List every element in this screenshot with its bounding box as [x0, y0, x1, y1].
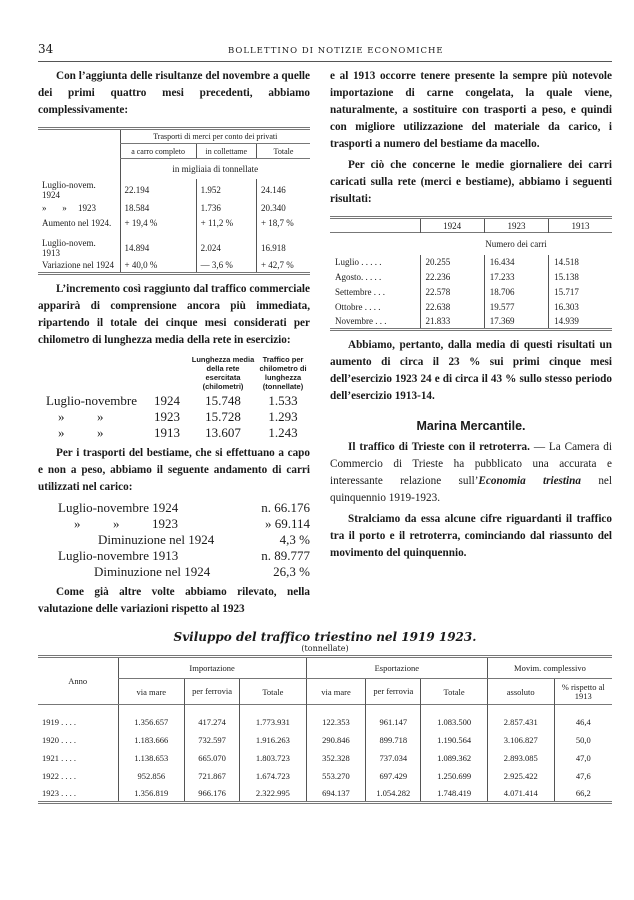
cell: 1.183.666 [118, 731, 185, 749]
list-item [58, 516, 310, 532]
page-number: 34 [38, 42, 54, 56]
cell: 1.736 [196, 201, 256, 216]
cell: + 42,7 % [256, 259, 310, 274]
right-paragraph-3: Abbiamo, pertanto, dalla media di questi risultati un aumento di circa il 23 % sui primi cinque mesi dell’esercizio 1923 24 e di circa il 43 % sullo stesso periodo dell’esercizio 1913-14. [330, 339, 612, 402]
cell: 1.674.723 [240, 767, 307, 785]
cell: + 40,0 % [120, 259, 196, 274]
cell: 1.356.657 [118, 713, 185, 731]
value: 26,3 % [273, 564, 310, 579]
table-row [38, 731, 612, 749]
row-label: Novembre . . . [335, 316, 387, 327]
row-label: » » [58, 425, 104, 440]
subsection-title: Il traffico di Trieste con il retroterra. [348, 441, 530, 453]
running-title: BOLLETTINO DI NOTIZIE ECONOMICHE [228, 46, 444, 56]
cell: 15.717 [549, 285, 612, 300]
cell: 1.773.931 [240, 713, 307, 731]
right-paragraph-4 [330, 439, 612, 507]
row-label: Variazione nel 1924 [42, 260, 114, 271]
trieste-traffic-table [38, 655, 612, 804]
col-header: a carro completo [120, 144, 196, 159]
row-label: » » [58, 409, 104, 424]
cell: 20.340 [256, 201, 310, 216]
cell: 16.918 [256, 237, 310, 259]
left-paragraph-1: Con l’aggiunta delle risultanze del novembre a quelle dei primi quattro mesi precedenti, abbiamo complessivamente: [38, 70, 310, 116]
cell: 46,4 [554, 713, 612, 731]
label: Diminuzione nel 1924 [98, 532, 215, 547]
cell: 1.293 [268, 409, 298, 424]
cell: 1.803.723 [240, 749, 307, 767]
col-header: Lunghezza media della rete esercitata (chilometri) [191, 355, 255, 391]
col-header: Totale [256, 144, 310, 159]
cell: 13.607 [205, 425, 241, 440]
cell: 20.255 [420, 255, 484, 270]
row-label: Ottobre . . . . [335, 302, 381, 312]
col-header: % rispetto al 1913 [554, 679, 612, 705]
cell: 553.270 [306, 767, 366, 785]
col-header: in collettame [196, 144, 256, 159]
label: Luglio-novembre 1913 [58, 548, 179, 563]
cell: 21.833 [420, 315, 484, 330]
row-label: Luglio-novembre [46, 393, 137, 408]
freight-table [38, 127, 310, 275]
table-row [38, 179, 310, 201]
wagons-table [330, 216, 612, 331]
table-row [330, 270, 612, 285]
right-paragraph-1: e al 1913 occorre tenere presente la sempre più notevole importazione di carne congelata, la quale viene, naturalmente, a sostituire con trasporti a peso, e quindi con migliore utilizzazione del materiale da carico, i trasporti a numero del bestiame da macello. [330, 70, 612, 150]
table-row [38, 201, 310, 216]
cell: 1923 [154, 409, 180, 424]
col-header: 1924 [420, 218, 484, 233]
col-header: via mare [118, 679, 185, 705]
label: » » 1923 [74, 516, 178, 531]
table-row [330, 285, 612, 300]
cell: 2.322.995 [240, 785, 307, 803]
table-row [38, 767, 612, 785]
cell: + 11,2 % [196, 216, 256, 231]
row-label: » » 1923 [42, 203, 96, 213]
row-label: Luglio-novem. 1913 [42, 237, 96, 258]
emphasis: Economia triestina [478, 475, 581, 487]
col-header: per ferrovia [366, 679, 421, 705]
cell: 122.353 [306, 713, 366, 731]
group-header: Movim. complessivo [487, 657, 612, 679]
col-header: 1913 [549, 218, 612, 233]
row-label: 1919 . . . . [42, 716, 76, 727]
cell: 1.533 [268, 393, 298, 408]
table-row [38, 237, 310, 259]
cell: 697.429 [366, 767, 421, 785]
cell: 1.748.419 [421, 785, 488, 803]
col-header: per ferrovia [185, 679, 240, 705]
right-column [330, 68, 612, 622]
unit-label: in migliaia di tonnellate [120, 159, 310, 179]
left-column [38, 68, 310, 622]
group-header: Esportazione [306, 657, 487, 679]
cell: 17.233 [484, 270, 548, 285]
cell: 14.894 [120, 237, 196, 259]
value: n. 89.777 [261, 548, 310, 563]
cell: 952.856 [118, 767, 185, 785]
cell: 2.925.422 [487, 767, 554, 785]
label: Luglio-novembre 1924 [58, 500, 179, 515]
text: — La Camera di Commercio di Trieste ha pubblicato una accurata e interessante relazione sull’ [330, 441, 612, 487]
cell: 50,0 [554, 731, 612, 749]
value: 4,3 % [279, 532, 310, 547]
livestock-list [38, 500, 310, 580]
table-row [38, 749, 612, 767]
cell: 22.236 [420, 270, 484, 285]
group-header: Importazione [118, 657, 306, 679]
cell: 47,6 [554, 767, 612, 785]
value: » 69.114 [264, 516, 310, 531]
cell: 17.369 [484, 315, 548, 330]
cell: 14.518 [549, 255, 612, 270]
cell: 2.024 [196, 237, 256, 259]
table-row [330, 315, 612, 330]
list-item [58, 532, 310, 548]
cell: 694.137 [306, 785, 366, 803]
cell: 1.952 [196, 179, 256, 201]
list-item [58, 548, 310, 564]
header [38, 42, 612, 62]
list-item [58, 500, 310, 516]
freight-group-header: Trasporti di merci per conto dei privati [153, 132, 278, 141]
table-row [330, 255, 612, 270]
cell: 1.243 [268, 425, 298, 440]
length-table [38, 393, 310, 441]
cell: 1.083.500 [421, 713, 488, 731]
cell: 1.250.699 [421, 767, 488, 785]
table-row [330, 300, 612, 315]
table-row [46, 425, 310, 441]
table-row [38, 259, 310, 274]
cell: 1.089.362 [421, 749, 488, 767]
row-label: Luglio . . . . . [335, 257, 382, 267]
cell: 22.194 [120, 179, 196, 201]
cell: 16.303 [549, 300, 612, 315]
cell: 22.638 [420, 300, 484, 315]
table-row [38, 785, 612, 803]
length-table-header [38, 355, 310, 391]
row-label: 1922 . . . . [42, 770, 76, 781]
two-columns [38, 68, 612, 622]
right-paragraph-2: Per ciò che concerne le medie giornaliere dei carri caricati sulla rete (merci e bestiame), abbiamo i seguenti risultati: [330, 159, 612, 205]
cell: — 3,6 % [196, 259, 256, 274]
col-header-anno: Anno [38, 657, 118, 705]
cell: + 18,7 % [256, 216, 310, 231]
col-header: Traffico per chilometro di lunghezza (tonnellate) [259, 355, 307, 391]
cell: 1.356.819 [118, 785, 185, 803]
cell: 47,0 [554, 749, 612, 767]
cell: 352.328 [306, 749, 366, 767]
cell: 22.578 [420, 285, 484, 300]
cell: 24.146 [256, 179, 310, 201]
cell: 1.190.564 [421, 731, 488, 749]
row-label: 1923 . . . . [42, 787, 76, 798]
cell: 18.584 [120, 201, 196, 216]
col-header: 1923 [484, 218, 548, 233]
col-header: Totale [421, 679, 488, 705]
cell: 417.274 [185, 713, 240, 731]
row-label: Aumento nel 1924. [42, 218, 112, 228]
table-row [46, 393, 310, 409]
cell: 4.071.414 [487, 785, 554, 803]
col-header: via mare [306, 679, 366, 705]
cell: 2.857.431 [487, 713, 554, 731]
list-item [58, 564, 310, 580]
table-title: Sviluppo del traffico triestino nel 1919 1923. [173, 630, 477, 644]
table-row [46, 409, 310, 425]
cell: 966.176 [185, 785, 240, 803]
cell: 1.054.282 [366, 785, 421, 803]
section-heading: Marina Mercantile. [416, 419, 526, 433]
cell: + 19,4 % [120, 216, 196, 231]
cell: 66,2 [554, 785, 612, 803]
row-label: Settembre . . . [335, 287, 385, 297]
table-unit: (tonnellate) [301, 644, 349, 653]
cell: 737.034 [366, 749, 421, 767]
label: Diminuzione nel 1924 [94, 564, 211, 579]
row-label: Luglio-novem. 1924 [42, 179, 96, 200]
left-paragraph-4: Come già altre volte abbiamo rilevato, nella valutazione delle variazioni rispetto al 1923 [38, 586, 310, 615]
row-label: Agosto. . . . . [335, 272, 382, 282]
text: nel quinquennio 1919-1923. [330, 475, 612, 504]
cell: 19.577 [484, 300, 548, 315]
left-paragraph-3: Per i trasporti del bestiame, che si effettuano a capo e non a peso, abbiamo il seguente andamento di carri utilizzati nel carico: [38, 447, 310, 493]
cell: 2.893.085 [487, 749, 554, 767]
cell: 18.706 [484, 285, 548, 300]
right-paragraph-5: Stralciamo da essa alcune cifre riguardanti il traffico tra il porto e il retroterra, cominciando dal riassunto del movimento del quinquennio. [330, 513, 612, 559]
cell: 665.070 [185, 749, 240, 767]
cell: 899.718 [366, 731, 421, 749]
table-row [38, 216, 310, 231]
cell: 1924 [154, 393, 180, 408]
cell: 15.728 [205, 409, 241, 424]
cell: 1.138.653 [118, 749, 185, 767]
col-header: assoluto [487, 679, 554, 705]
cell: 3.106.827 [487, 731, 554, 749]
cell: 15.138 [549, 270, 612, 285]
row-label: 1921 . . . . [42, 752, 76, 763]
left-paragraph-2: L’incremento così raggiunto dal traffico commerciale apparirà di comprensione ancora più immediata, ripartendo il totale dei cinque mesi considerati per chilometro di lunghezza media della rete in esercizio: [38, 283, 310, 346]
cell: 961.147 [366, 713, 421, 731]
cell: 16.434 [484, 255, 548, 270]
cell: 732.597 [185, 731, 240, 749]
row-label: 1920 . . . . [42, 734, 76, 745]
cell: 15.748 [205, 393, 241, 408]
table-row [38, 713, 612, 731]
cell: 14.939 [549, 315, 612, 330]
cell: 1913 [154, 425, 180, 440]
col-header: Totale [240, 679, 307, 705]
value: n. 66.176 [261, 500, 310, 515]
cell: 721.867 [185, 767, 240, 785]
cell: 290.846 [306, 731, 366, 749]
cell: 1.916.263 [240, 731, 307, 749]
unit-label: Numero dei carri [485, 238, 547, 249]
